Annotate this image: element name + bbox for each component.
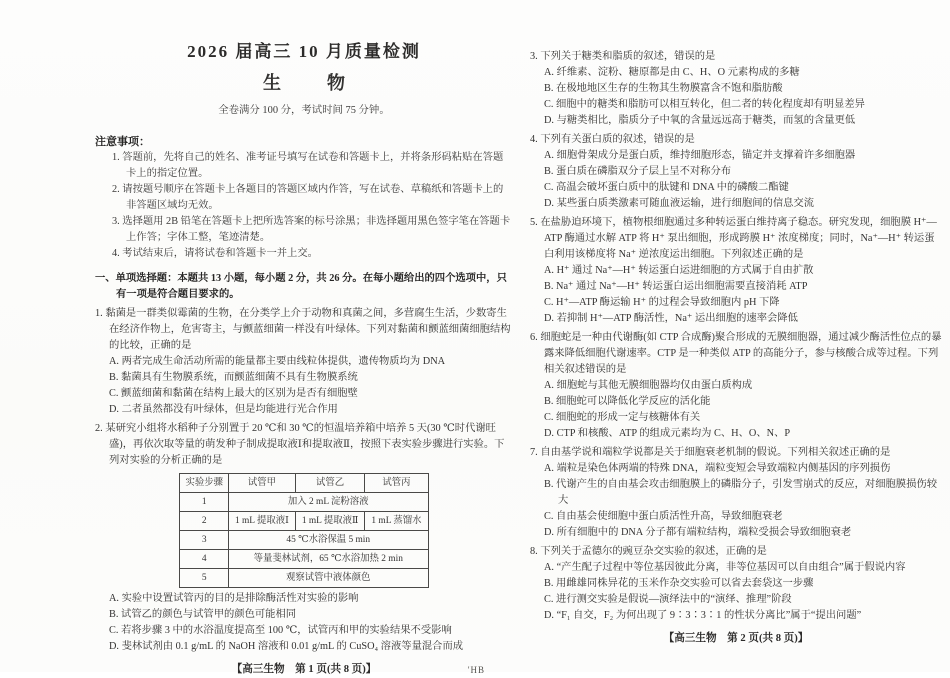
experiment-table-row-1 <box>180 493 428 512</box>
q1-option-c: C. 颤蓝细菌和黏菌在结构上最大的区别为是否有细胞壁 <box>109 388 358 399</box>
q8-stem-text: 下列关于孟德尔的豌豆杂交实验的叙述，正确的是 <box>540 546 767 557</box>
q6-option-d: D. CTP 和核酸、ATP 的组成元素均为 C、H、O、N、P <box>544 428 791 439</box>
q6-stem <box>530 330 942 378</box>
q4-option-d: D. 某些蛋白质类激素可随血液运输，进行细胞间的信息交流 <box>544 198 815 209</box>
page-1-column <box>95 40 513 678</box>
exp-r1-step: 1 <box>180 493 229 512</box>
exp-r5-merged: 观察试管中液体颜色 <box>228 569 428 588</box>
exp-r2-tube-c: 1 mL 蒸馏水 <box>365 512 428 531</box>
exam-subject: 生 物 <box>263 73 359 93</box>
q8-number: 8. <box>530 546 538 557</box>
q8-option-c: C. 进行测交实验是假说—演绎法中的“演绎、推理”阶段 <box>544 594 792 605</box>
q8-option-b: B. 用雌雄同株异花的玉米作杂交实验可以省去套袋这一步骤 <box>544 578 814 589</box>
page-2-column <box>530 46 942 647</box>
q1-option-b: B. 黏菌具有生物膜系统，而颤蓝细菌不具有生物膜系统 <box>109 372 358 383</box>
question-7 <box>530 445 942 541</box>
exp-r2-step: 2 <box>180 512 229 531</box>
exp-r2-tube-b: 1 mL 提取液Ⅱ <box>295 512 365 531</box>
q2-stem <box>95 421 513 469</box>
notice-item-4: 4. 考试结束后，请将试卷和答题卡一并上交。 <box>112 248 318 259</box>
question-3 <box>530 49 942 129</box>
notice-item-1: 1. 答题前，先将自己的姓名、准考证号填写在试卷和答题卡上，并将条形码粘贴在答题卡上的指定位置。 <box>112 152 504 179</box>
page-2-footer <box>530 631 942 647</box>
q5-stem <box>530 215 942 263</box>
q7-option-b: B. 代谢产生的自由基会攻击细胞膜上的磷脂分子，引发雪崩式的反应，对细胞膜损伤较大 <box>544 479 937 506</box>
q3-option-c: C. 细胞中的糖类和脂肪可以相互转化，但二者的转化程度却有明显差异 <box>544 99 865 110</box>
notice-item-3: 3. 选择题用 2B 铅笔在答题卡上把所选答案的标号涂黑；非选择题用黑色签字笔在答题卡上作答；字体工整，笔迹清楚。 <box>112 216 511 243</box>
exp-col-step: 实验步骤 <box>180 474 229 493</box>
page-1-footer-text: 【高三生物 第 1 页(共 8 页)】 <box>231 664 377 675</box>
q8-option-a: A. “产生配子过程中等位基因彼此分离，非等位基因可以自由组合”属于假说内容 <box>544 562 906 573</box>
q3-number: 3. <box>530 51 538 62</box>
q1-stem <box>95 306 513 354</box>
question-6 <box>530 330 942 442</box>
q2-number: 2. <box>95 423 103 434</box>
exp-r4-step: 4 <box>180 550 229 569</box>
q6-option-c: C. 细胞蛇的形成一定与核糖体有关 <box>544 412 701 423</box>
experiment-table-row-3 <box>180 531 428 550</box>
page-1-footer <box>95 662 513 678</box>
q5-option-a: A. H⁺ 通过 Na⁺—H⁺ 转运蛋白运进细胞的方式属于自由扩散 <box>544 265 814 276</box>
exam-info: 全卷满分 100 分，考试时间 75 分钟。 <box>218 105 390 116</box>
notice-heading: 注意事项： <box>95 136 150 148</box>
q4-stem-text: 下列有关蛋白质的叙述，错误的是 <box>540 134 695 145</box>
q1-number: 1. <box>95 308 103 319</box>
q4-option-c: C. 高温会破坏蛋白质中的肽键和 DNA 中的磷酸二酯键 <box>544 182 789 193</box>
q1-option-d: D. 二者虽然都没有叶绿体，但是均能进行光合作用 <box>109 404 338 415</box>
experiment-table-row-5 <box>180 569 428 588</box>
exp-r1-merged: 加入 2 mL 淀粉溶液 <box>228 493 428 512</box>
page-2-footer-text: 【高三生物 第 2 页(共 8 页)】 <box>663 633 809 644</box>
exp-r4-merged: 等量斐林试剂，65 ℃水浴加热 2 min <box>228 550 428 569</box>
q3-option-b: B. 在极地地区生存的生物其生物膜富含不饱和脂肪酸 <box>544 83 783 94</box>
exp-r2-tube-a: 1 mL 提取液Ⅰ <box>228 512 295 531</box>
experiment-table-row-4 <box>180 550 428 569</box>
experiment-table-row-2 <box>180 512 428 531</box>
q5-stem-text: 在盐胁迫环境下，植物根细胞通过多种转运蛋白维持离子稳态。研究发现，细胞膜 H⁺—ATP 酶通过水解 ATP 将 H⁺ 泵出细胞，形成跨膜 H⁺ 浓度梯度；同时，Na⁺—H⁺ 转运蛋白利用该梯度将 Na⁺ 逆浓度运出细胞。下列叙述正确的是 <box>540 217 937 260</box>
q8-option-d: D. “F₁ 自交，F₂ 为何出现了 9∶3∶3∶1 的性状分离比”属于“提出问题” <box>544 610 862 621</box>
q7-number: 7. <box>530 447 538 458</box>
q3-stem <box>530 49 942 65</box>
q6-number: 6. <box>530 332 538 343</box>
q4-option-a: A. 细胞骨架成分是蛋白质，维持细胞形态，锚定并支撑着许多细胞器 <box>544 150 856 161</box>
q4-number: 4. <box>530 134 538 145</box>
notice-item-2: 2. 请按题号顺序在答题卡上各题目的答题区域内作答，写在试卷、草稿纸和答题卡上的非答题区域均无效。 <box>112 184 504 211</box>
q7-option-d: D. 所有细胞中的 DNA 分子都有端粒结构，端粒受损会导致细胞衰老 <box>544 527 852 538</box>
section-heading: 一、单项选择题：本题共 13 小题，每小题 2 分，共 26 分。在每小题给出的四个选项中，只有一项是符合题目要求的。 <box>95 273 507 300</box>
question-2 <box>95 421 513 655</box>
q5-option-d: D. 若抑制 H⁺—ATP 酶活性，Na⁺ 运出细胞的速率会降低 <box>544 313 798 324</box>
question-8 <box>530 544 942 624</box>
experiment-table <box>179 473 428 588</box>
q7-stem <box>530 445 942 461</box>
q4-stem <box>530 132 942 148</box>
exp-r5-step: 5 <box>180 569 229 588</box>
q2-option-b: B. 试管乙的颜色与试管甲的颜色可能相同 <box>109 609 297 620</box>
exp-r3-step: 3 <box>180 531 229 550</box>
question-1 <box>95 306 513 418</box>
q2-option-c: C. 若将步骤 3 中的水浴温度提高至 100 ℃，试管丙和甲的实验结果不受影响 <box>109 625 452 636</box>
q5-number: 5. <box>530 217 538 228</box>
q1-option-a: A. 两者完成生命活动所需的能量都主要由线粒体提供，遗传物质均为 DNA <box>109 356 446 367</box>
q6-option-a: A. 细胞蛇与其他无膜细胞器均仅由蛋白质构成 <box>544 380 753 391</box>
exp-col-tube-a: 试管甲 <box>228 474 295 493</box>
q6-option-b: B. 细胞蛇可以降低化学反应的活化能 <box>544 396 711 407</box>
q7-option-c: C. 自由基会使细胞中蛋白质活性升高，导致细胞衰老 <box>544 511 783 522</box>
page-1-footer-mark: 'HB <box>467 665 485 675</box>
exp-col-tube-c: 试管丙 <box>365 474 428 493</box>
q5-option-b: B. Na⁺ 通过 Na⁺—H⁺ 转运蛋白运出细胞需要直接消耗 ATP <box>544 281 808 292</box>
q2-stem-text: 某研究小组将水稻种子分别置于 20 ℃和 30 ℃的恒温培养箱中培养 5 天(30 ℃时代谢旺盛)，再依次取等量的萌发种子制成提取液Ⅰ和提取液Ⅱ，按照下表实验步骤进行实验。下列对实验的分析正确的是 <box>105 423 505 466</box>
question-5 <box>530 215 942 327</box>
q6-stem-text: 细胞蛇是一种由代谢酶(如 CTP 合成酶)聚合形成的无膜细胞器，通过减少酶活性位点的暴露来降低细胞代谢速率。CTP 是一种类似 ATP 的高能分子，参与核酸合成等过程。下列相关叙述错误的是 <box>540 332 942 375</box>
q4-option-b: B. 蛋白质在磷脂双分子层上呈不对称分布 <box>544 166 732 177</box>
q3-option-d: D. 与糖类相比，脂质分子中氧的含量远远高于糖类，而氢的含量更低 <box>544 115 856 126</box>
exp-r3-merged: 45 ℃水浴保温 5 min <box>228 531 428 550</box>
q7-stem-text: 自由基学说和端粒学说都是关于细胞衰老机制的假说。下列相关叙述正确的是 <box>540 447 891 458</box>
q3-option-a: A. 纤维素、淀粉、糖原都是由 C、H、O 元素构成的多糖 <box>544 67 800 78</box>
q3-stem-text: 下列关于糖类和脂质的叙述，错误的是 <box>540 51 716 62</box>
q1-stem-text: 黏菌是一群类似霉菌的生物，在分类学上介于动物和真菌之间，多营腐生生活，少数寄生在经济作物上，危害寄主，与颤蓝细菌一样没有叶绿体。下列对黏菌和颤蓝细菌细胞结构的比较，正确的是 <box>105 308 511 351</box>
q2-option-a: A. 实验中设置试管丙的目的是排除酶活性对实验的影响 <box>109 593 359 604</box>
question-4 <box>530 132 942 212</box>
notice-list <box>112 150 513 262</box>
q5-option-c: C. H⁺—ATP 酶运输 H⁺ 的过程会导致细胞内 pH 下降 <box>544 297 780 308</box>
q8-stem <box>530 544 942 560</box>
q7-option-a: A. 端粒是染色体两端的特殊 DNA，端粒变短会导致端粒内侧基因的序列损伤 <box>544 463 891 474</box>
q2-option-d: D. 斐林试剂由 0.1 g/mL 的 NaOH 溶液和 0.01 g/mL 的 CuSO₄ 溶液等量混合而成 <box>109 641 464 652</box>
exam-title: 2026 届高三 10 月质量检测 <box>187 42 421 61</box>
experiment-table-header-row <box>180 474 428 493</box>
exp-col-tube-b: 试管乙 <box>295 474 365 493</box>
